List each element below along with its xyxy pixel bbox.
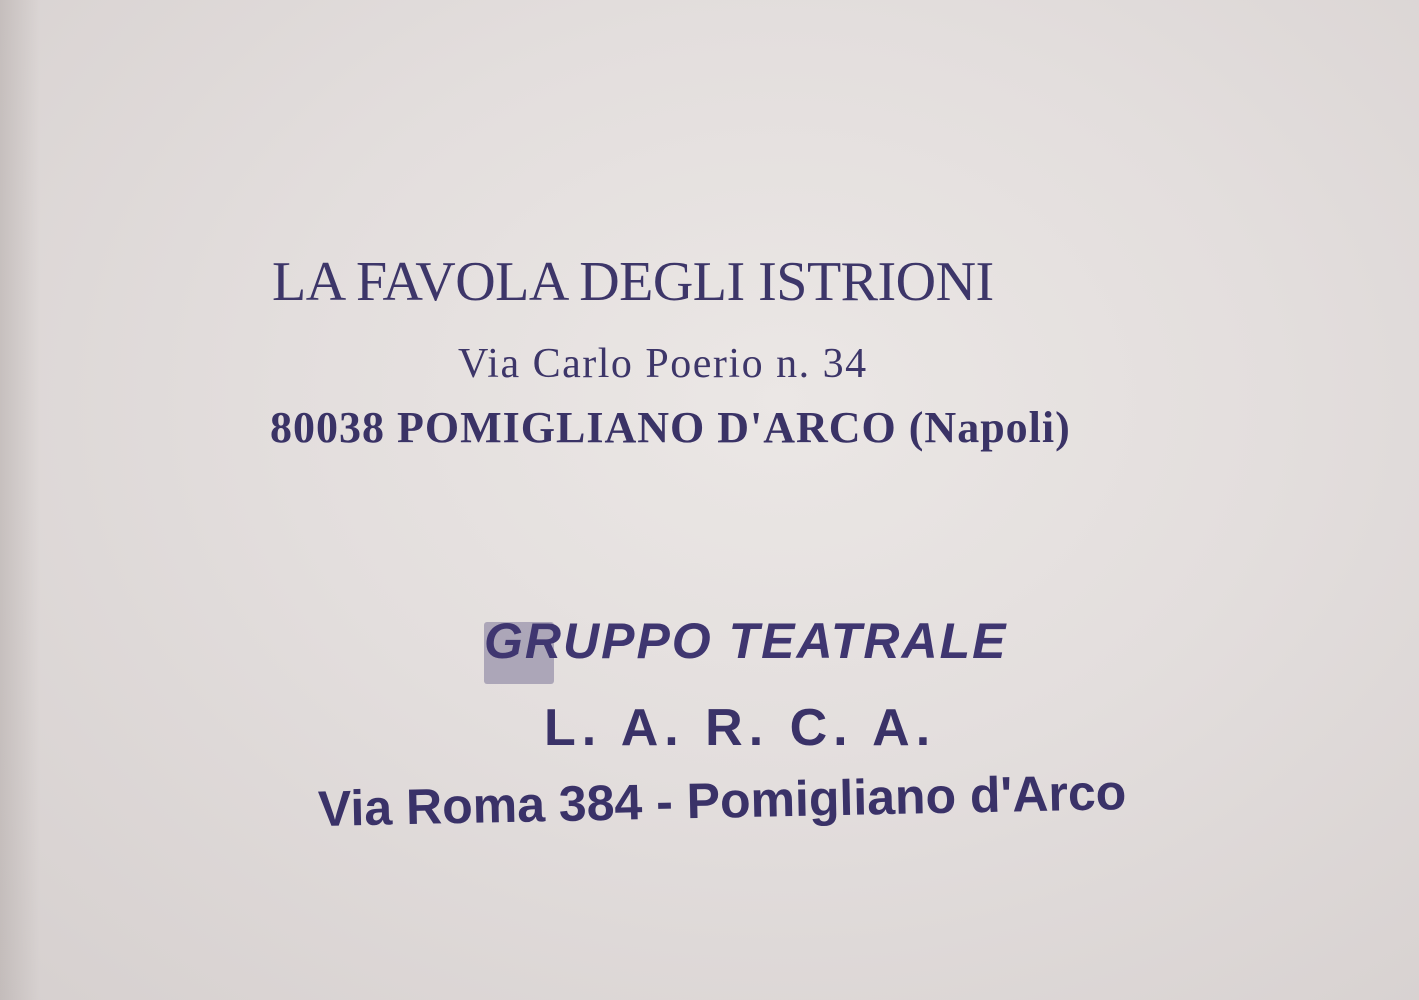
stamp-larca-group: GRUPPO TEATRALE [484,613,1008,669]
paper-edge-shadow [0,0,40,1000]
stamp-favola-name: LA FAVOLA DEGLI ISTRIONI [272,251,994,313]
stamp-favola-street: Via Carlo Poerio n. 34 [458,341,868,387]
stamp-favola-city: 80038 POMIGLIANO D'ARCO (Napoli) [270,403,1071,452]
stamp-larca-acronym: L. A. R. C. A. [544,699,937,757]
stamp-larca-address: Via Roma 384 - Pomigliano d'Arco [317,764,1127,837]
